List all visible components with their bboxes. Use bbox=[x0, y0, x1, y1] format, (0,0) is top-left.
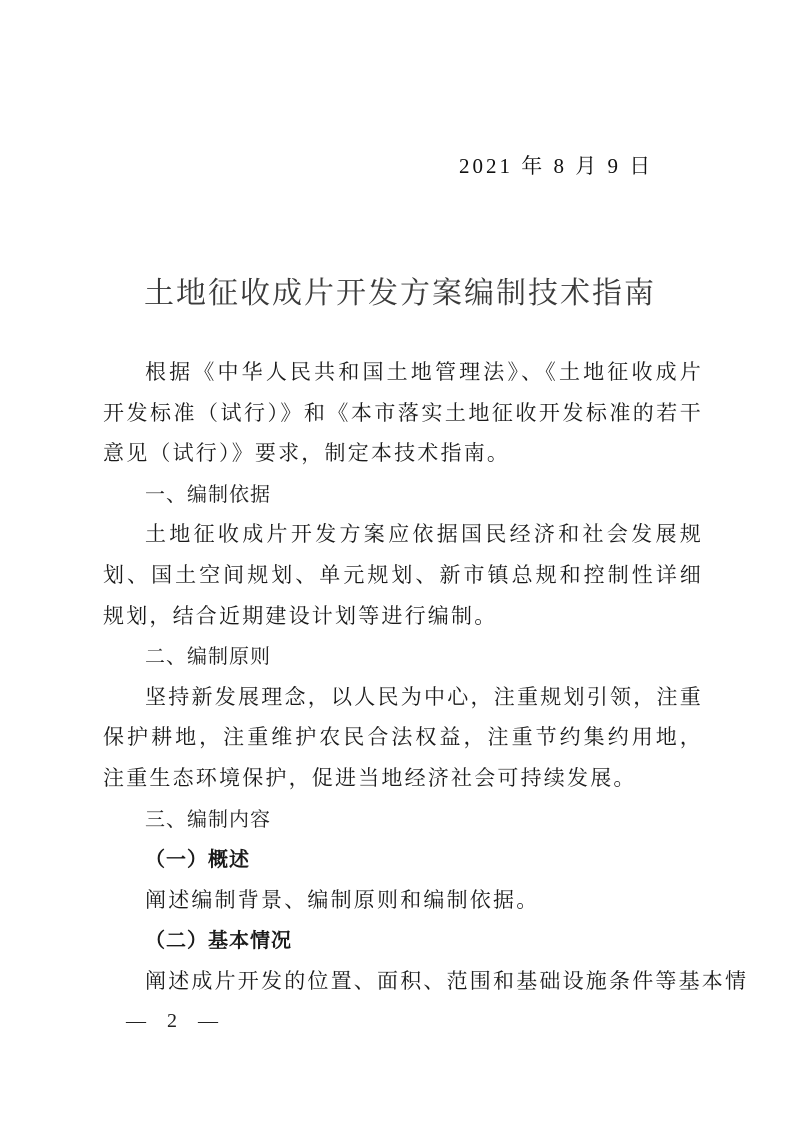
subsection-heading-basic-info: （二）基本情况 bbox=[145, 928, 292, 953]
subsection-text-overview: 阐述编制背景、编制原则和编制依据。 bbox=[145, 887, 540, 912]
intro-paragraph: 根据《中华人民共和国土地管理法》、《土地征收成片开发标准（试行）》和《本市落实土地征收开发标准的若干意见（试行）》要求，制定本技术指南。 bbox=[103, 360, 703, 466]
subsection-text-basic-info: 阐述成片开发的位置、面积、范围和基础设施条件等基本情 bbox=[145, 968, 749, 993]
section-text-basis: 土地征收成片开发方案应依据国民经济和社会发展规划、国土空间规划、单元规划、新市镇总规和控制性详细规划，结合近期建设计划等进行编制。 bbox=[103, 522, 703, 628]
subsection-heading-overview: （一）概述 bbox=[145, 847, 250, 872]
document-title: 土地征收成片开发方案编制技术指南 bbox=[144, 276, 656, 311]
section-heading-principles: 二、编制原则 bbox=[145, 644, 271, 669]
section-text-principles: 坚持新发展理念，以人民为中心，注重规划引领，注重保护耕地，注重维护农民合法权益，注重节约集约用地，注重生态环境保护，促进当地经济社会可持续发展。 bbox=[103, 684, 703, 790]
document-date: 2021 年 8 月 9 日 bbox=[459, 154, 654, 178]
page-number: — 2 — bbox=[126, 1010, 226, 1032]
document-body bbox=[103, 352, 749, 1002]
section-heading-content: 三、编制内容 bbox=[145, 806, 271, 831]
section-heading-basis: 一、编制依据 bbox=[145, 481, 271, 506]
